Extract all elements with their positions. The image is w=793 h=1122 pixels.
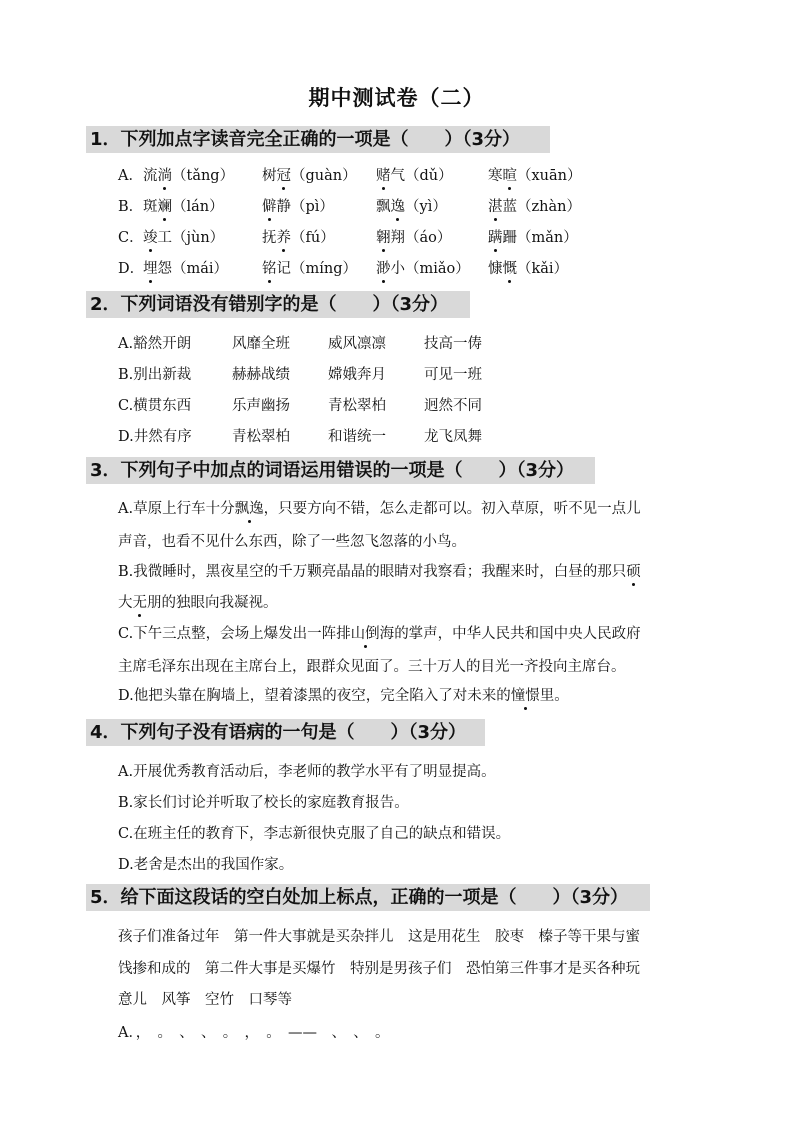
q2-word: 嫦娥奔月 bbox=[328, 367, 386, 383]
dotted-character: 翱 bbox=[376, 226, 391, 247]
q2-word: 威风凛凛 bbox=[328, 336, 386, 352]
word-part: 慷 bbox=[488, 261, 503, 277]
question-1-heading: 1．下列加点字读音完全正确的一项是（ ）（3分） bbox=[86, 126, 550, 153]
question-2-heading: 2．下列词语没有错别字的是（ ）（3分） bbox=[86, 291, 470, 318]
word-part: 静 bbox=[276, 199, 291, 215]
pinyin: （tǎng） bbox=[172, 168, 235, 184]
pinyin: （zhàn） bbox=[517, 199, 581, 215]
q2-word: 青松翠柏 bbox=[328, 398, 386, 414]
dotted-character: 铭 bbox=[262, 257, 277, 278]
q1-word-item bbox=[376, 195, 447, 216]
q1-word-item bbox=[262, 257, 357, 278]
pinyin: （jùn） bbox=[172, 230, 225, 246]
word-part: 斑 bbox=[143, 199, 158, 215]
q3-option-b-line2: 大无朋的独眼向我凝视。 bbox=[118, 591, 278, 612]
dotted-character: 埋 bbox=[143, 257, 158, 278]
dotted-character: 渺 bbox=[376, 257, 391, 278]
pinyin: （guàn） bbox=[291, 168, 357, 184]
q3-option-a-line2: 声音，也看不见什么东西，除了一些忽飞忽落的小鸟。 bbox=[118, 534, 466, 550]
pinyin: （míng） bbox=[291, 261, 358, 277]
page-title: 期中测试卷（二） bbox=[308, 86, 485, 110]
q3-option-a-line1: A.草原上行车十分飘逸，只要方向不错，怎么走都可以。初入草原，听不见一点儿 bbox=[118, 497, 641, 518]
word-part: 工 bbox=[157, 230, 172, 246]
q3-option-c-line1: C.下午三点整，会场上爆发出一阵排山倒海的掌声，中华人民共和国中央人民政府 bbox=[118, 622, 641, 643]
dotted-character: 蹒 bbox=[488, 226, 503, 247]
pinyin: （miǎo） bbox=[405, 261, 470, 277]
question-3-heading: 3．下列句子中加点的词语运用错误的一项是（ ）（3分） bbox=[86, 457, 595, 484]
pinyin: （yì） bbox=[405, 199, 447, 215]
q2-word: 龙飞凤舞 bbox=[424, 429, 482, 445]
pinyin: （lán） bbox=[172, 199, 224, 215]
dotted-character: 逸 bbox=[391, 195, 406, 216]
q2-word: 风靡全班 bbox=[232, 336, 290, 352]
word-part: 寒 bbox=[488, 168, 503, 184]
dotted-character: 赌 bbox=[376, 164, 391, 185]
q1-word-item bbox=[143, 226, 224, 247]
pinyin: （xuān） bbox=[517, 168, 582, 184]
pinyin: （mái） bbox=[172, 261, 229, 277]
q2-word: D.井然有序 bbox=[118, 429, 192, 445]
dotted-character: 冠 bbox=[277, 164, 292, 185]
pinyin: （áo） bbox=[405, 230, 452, 246]
word-part: 抚 bbox=[262, 230, 277, 246]
q1-word-item bbox=[262, 164, 357, 185]
q3-option-c-line2: 主席毛泽东出现在主席台上，跟群众见面了。三十万人的目光一齐投向主席台。 bbox=[118, 659, 626, 675]
q2-word: 技高一俦 bbox=[424, 336, 482, 352]
q1-option-label: A． bbox=[118, 168, 143, 184]
q1-word-item bbox=[488, 195, 581, 216]
q1-word-item bbox=[376, 164, 453, 185]
pinyin: （kǎi） bbox=[517, 261, 569, 277]
dotted-character: 养 bbox=[277, 226, 292, 247]
q2-word: 可见一班 bbox=[424, 367, 482, 383]
q1-option-label: C． bbox=[118, 230, 144, 246]
pinyin: （fú） bbox=[291, 230, 335, 246]
pinyin: （dǔ） bbox=[405, 168, 453, 184]
q2-word: 迥然不同 bbox=[424, 398, 482, 414]
dotted-character: 淌 bbox=[158, 164, 173, 185]
q2-word: 赫赫战绩 bbox=[232, 367, 290, 383]
q5-passage-line1: 孩子们准备过年 第一件大事就是买杂拌儿 这是用花生 胶枣 榛子等干果与蜜 bbox=[118, 929, 640, 945]
question-4-heading: 4．下列句子没有语病的一句是（ ）（3分） bbox=[86, 719, 485, 746]
dotted-character: 暄 bbox=[503, 164, 518, 185]
dotted-character: 湛 bbox=[488, 195, 503, 216]
q4-option-c: C.在班主任的教育下，李志新很快克服了自己的缺点和错误。 bbox=[118, 826, 511, 842]
word-part: 蓝 bbox=[502, 199, 517, 215]
word-part: 翔 bbox=[390, 230, 405, 246]
q2-word: 乐声幽扬 bbox=[232, 398, 290, 414]
question-5-heading: 5．给下面这段话的空白处加上标点，正确的一项是（ ）（3分） bbox=[86, 884, 650, 911]
dotted-character: 斓 bbox=[158, 195, 173, 216]
q3-option-d: D.他把头靠在胸墙上，望着漆黑的夜空，完全陷入了对未来的憧憬里。 bbox=[118, 684, 569, 705]
word-part: 小 bbox=[390, 261, 405, 277]
q1-option-label: D． bbox=[118, 261, 145, 277]
q4-option-d: D.老舍是杰出的我国作家。 bbox=[118, 857, 294, 873]
q1-word-item bbox=[376, 257, 470, 278]
q4-option-a: A.开展优秀教育活动后，李老师的教学水平有了明显提高。 bbox=[118, 764, 496, 780]
q3-option-b-line1: B.我微睡时，黑夜星空的千万颗亮晶晶的眼睛对我察看；我醒来时，白昼的那只硕 bbox=[118, 560, 641, 581]
q1-word-item bbox=[488, 164, 582, 185]
q2-word: C.横贯东西 bbox=[118, 398, 192, 414]
word-part: 跚 bbox=[502, 230, 517, 246]
q1-word-item bbox=[488, 226, 578, 247]
q2-word: A.豁然开朗 bbox=[118, 336, 192, 352]
word-part: 怨 bbox=[157, 261, 172, 277]
q5-passage-line3: 意儿 风筝 空竹 口琴等 bbox=[118, 992, 292, 1008]
q2-word: 青松翠柏 bbox=[232, 429, 290, 445]
pinyin: （pì） bbox=[291, 199, 334, 215]
pinyin: （mǎn） bbox=[517, 230, 578, 246]
q1-word-item bbox=[262, 195, 334, 216]
word-part: 记 bbox=[276, 261, 291, 277]
word-part: 树 bbox=[262, 168, 277, 184]
word-part: 流 bbox=[143, 168, 158, 184]
dotted-character: 竣 bbox=[143, 226, 158, 247]
q1-word-item bbox=[143, 195, 224, 216]
word-part: 气 bbox=[390, 168, 405, 184]
q1-option-label: B． bbox=[118, 199, 144, 215]
q2-word: 和谐统一 bbox=[328, 429, 386, 445]
q2-word: B.别出新裁 bbox=[118, 367, 192, 383]
dotted-character: 僻 bbox=[262, 195, 277, 216]
q5-passage-line2: 饯掺和成的 第二件大事是买爆竹 特别是男孩子们 恐怕第三件事才是买各种玩 bbox=[118, 961, 640, 977]
q4-option-b: B.家长们讨论并听取了校长的家庭教育报告。 bbox=[118, 795, 409, 811]
q5-option-a: A．， 。 、 、 。 ， 。 —— 、 、 。 bbox=[118, 1025, 390, 1041]
dotted-character: 慨 bbox=[503, 257, 518, 278]
q1-word-item bbox=[262, 226, 335, 247]
q1-word-item bbox=[376, 226, 451, 247]
q1-word-item bbox=[143, 164, 234, 185]
q1-word-item bbox=[143, 257, 228, 278]
word-part: 飘 bbox=[376, 199, 391, 215]
q1-word-item bbox=[488, 257, 568, 278]
